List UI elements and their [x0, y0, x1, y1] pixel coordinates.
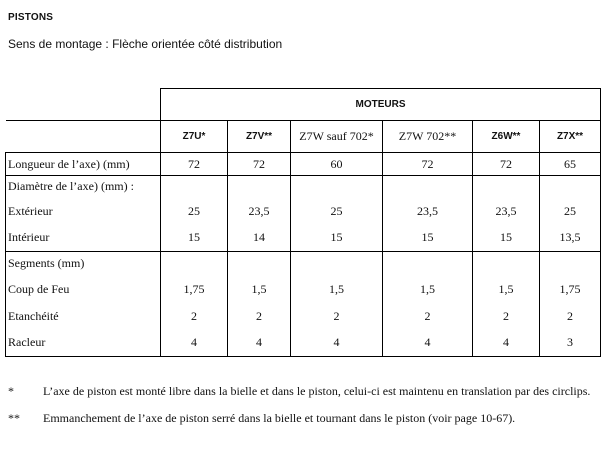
table-row-segments: [6, 252, 601, 276]
footnote-text: Emmanchement de l’axe de piston serré dans la bielle et tournant dans le piston (voir page 10-67).: [43, 411, 516, 425]
moteurs-header: MOTEURS: [161, 89, 601, 121]
table-cell: 4: [291, 330, 383, 357]
footnote-mark: *: [8, 384, 14, 398]
pistons-spec-table: [5, 88, 601, 357]
section-label: Diamètre de l’axe) (mm) :: [6, 176, 161, 198]
table-cell: 2: [291, 303, 383, 330]
table-cell: 25: [161, 198, 228, 225]
mounting-direction-text: Sens de montage : Flèche orientée côté distribution: [8, 37, 283, 51]
table-cell: 23,5: [383, 198, 473, 225]
table-cell: 1,5: [383, 276, 473, 303]
footnote: [8, 384, 593, 399]
table-cell: 2: [228, 303, 291, 330]
table-row-etancheite: [6, 303, 601, 330]
table-cell: 4: [383, 330, 473, 357]
table-row-racleur: [6, 330, 601, 357]
table-cell: 72: [473, 153, 540, 176]
table-cell: 15: [473, 225, 540, 252]
footnote-mark: **: [8, 411, 20, 425]
footnote-text: L’axe de piston est monté libre dans la bielle et dans le piston, celui-ci est maintenu en translation par des circlips.: [43, 384, 591, 398]
table-row-interieur: [6, 225, 601, 252]
row-label: Coup de Feu: [6, 276, 161, 303]
table-cell: 72: [228, 153, 291, 176]
table-cell: 4: [228, 330, 291, 357]
column-header: Z7W 702**: [383, 121, 473, 153]
table-cell: 1,5: [291, 276, 383, 303]
table-cell: 25: [291, 198, 383, 225]
table-cell: 1,75: [161, 276, 228, 303]
table-cell: 2: [383, 303, 473, 330]
table-cell: 15: [291, 225, 383, 252]
table-cell: 4: [161, 330, 228, 357]
table-cell: 2: [540, 303, 601, 330]
table-cell: 15: [383, 225, 473, 252]
column-header: Z7X**: [540, 121, 601, 153]
page-title: PISTONS: [8, 12, 54, 23]
table-cell: 25: [540, 198, 601, 225]
column-header: Z7U*: [161, 121, 228, 153]
header-row-group: [6, 89, 601, 121]
section-label: Segments (mm): [6, 252, 161, 276]
column-header: Z7W sauf 702*: [291, 121, 383, 153]
table-cell: 13,5: [540, 225, 601, 252]
table-row-diametre: [6, 176, 601, 198]
table-cell: 23,5: [228, 198, 291, 225]
column-header: Z7V**: [228, 121, 291, 153]
footnotes: [8, 384, 593, 438]
footnote: [8, 411, 593, 426]
table-row-coup-de-feu: [6, 276, 601, 303]
table-row-longueur: [6, 153, 601, 176]
table-cell: 72: [383, 153, 473, 176]
row-label: Racleur: [6, 330, 161, 357]
column-header: Z6W**: [473, 121, 540, 153]
table-cell: 4: [473, 330, 540, 357]
table-row-exterieur: [6, 198, 601, 225]
row-label: Intérieur: [6, 225, 161, 252]
row-label: Etanchéité: [6, 303, 161, 330]
table-cell: 60: [291, 153, 383, 176]
table-cell: 2: [161, 303, 228, 330]
table-cell: 1,5: [228, 276, 291, 303]
row-label: Longueur de l’axe) (mm): [6, 153, 161, 176]
table-cell: 1,5: [473, 276, 540, 303]
row-label: Extérieur: [6, 198, 161, 225]
table-cell: 15: [161, 225, 228, 252]
table-cell: 65: [540, 153, 601, 176]
table-cell: 3: [540, 330, 601, 357]
header-row-engines: [6, 121, 601, 153]
table-cell: 2: [473, 303, 540, 330]
table-cell: 72: [161, 153, 228, 176]
table-cell: 1,75: [540, 276, 601, 303]
table-cell: 14: [228, 225, 291, 252]
table-cell: 23,5: [473, 198, 540, 225]
